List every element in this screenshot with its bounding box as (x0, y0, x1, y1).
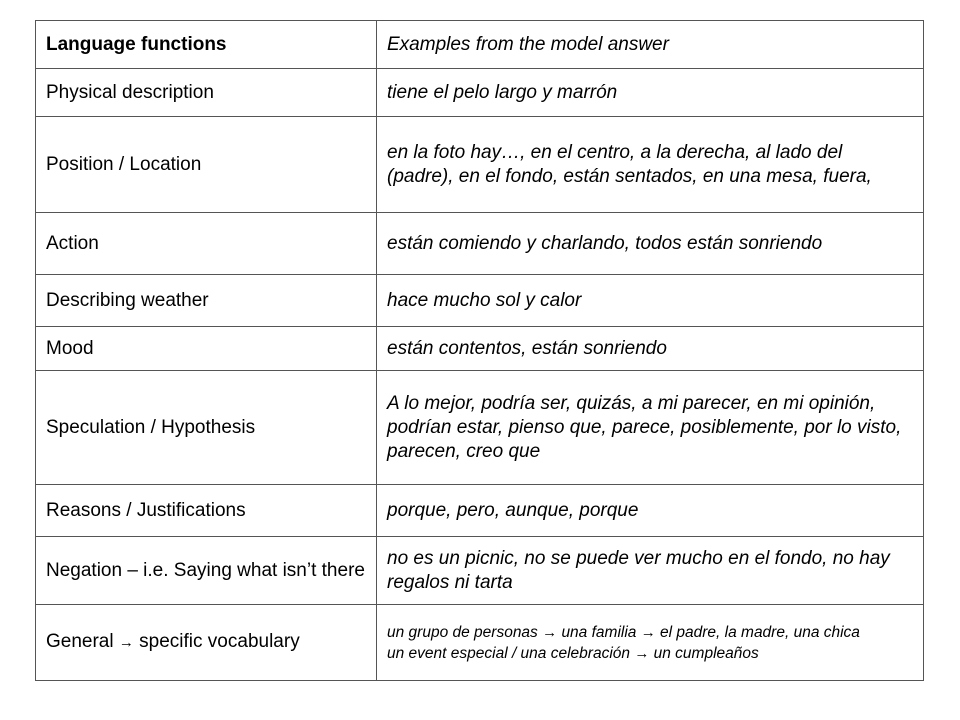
vocabulary-line-2 (387, 643, 913, 664)
vocab-members: el padre, la madre, una chica (660, 623, 860, 641)
header-examples: Examples from the model answer (377, 21, 924, 69)
examples-cell: tiene el pelo largo y marrón (377, 69, 924, 117)
arrow-right-icon: → (542, 623, 558, 641)
table-row (36, 275, 924, 327)
function-cell: Reasons / Justifications (36, 485, 377, 537)
function-cell: Mood (36, 327, 377, 371)
table-row (36, 537, 924, 605)
table-row (36, 69, 924, 117)
function-cell: Describing weather (36, 275, 377, 327)
table-row (36, 327, 924, 371)
function-cell: Speculation / Hypothesis (36, 371, 377, 485)
language-functions-table (35, 20, 924, 681)
table-row (36, 117, 924, 213)
vocab-birthday: un cumpleaños (653, 644, 759, 662)
table-row (36, 485, 924, 537)
function-cell: Action (36, 213, 377, 275)
examples-cell-vocabulary (377, 605, 924, 681)
vocab-family: una familia (561, 623, 637, 641)
function-cell: Physical description (36, 69, 377, 117)
table-row (36, 371, 924, 485)
table-header-row (36, 21, 924, 69)
arrow-right-icon: → (118, 634, 134, 651)
header-language-functions: Language functions (36, 21, 377, 69)
function-cell: Position / Location (36, 117, 377, 213)
table-row (36, 213, 924, 275)
general-label: General (46, 631, 114, 652)
function-cell: Negation – i.e. Saying what isn’t there (36, 537, 377, 605)
vocab-group: un grupo de personas (387, 623, 538, 641)
examples-cell: en la foto hay…, en el centro, a la derecha, al lado del (padre), en el fondo, están sentados, en una mesa, fuera, (377, 117, 924, 213)
specific-vocabulary-label: specific vocabulary (139, 631, 300, 652)
examples-cell: están comiendo y charlando, todos están sonriendo (377, 213, 924, 275)
examples-cell: hace mucho sol y calor (377, 275, 924, 327)
examples-cell: porque, pero, aunque, porque (377, 485, 924, 537)
arrow-right-icon: → (634, 644, 650, 662)
examples-cell: A lo mejor, podría ser, quizás, a mi parecer, en mi opinión, podrían estar, pienso que, parece, posiblemente, por lo visto, parecen, creo que (377, 371, 924, 485)
vocab-event: un event especial / una celebración (387, 644, 630, 662)
examples-cell: no es un picnic, no se puede ver mucho en el fondo, no hay regalos ni tarta (377, 537, 924, 605)
function-cell-general-specific (36, 605, 377, 681)
vocabulary-line-1 (387, 622, 913, 643)
arrow-right-icon: → (640, 623, 656, 641)
language-functions-table-wrapper (35, 20, 924, 681)
examples-cell: están contentos, están sonriendo (377, 327, 924, 371)
table-row (36, 605, 924, 681)
